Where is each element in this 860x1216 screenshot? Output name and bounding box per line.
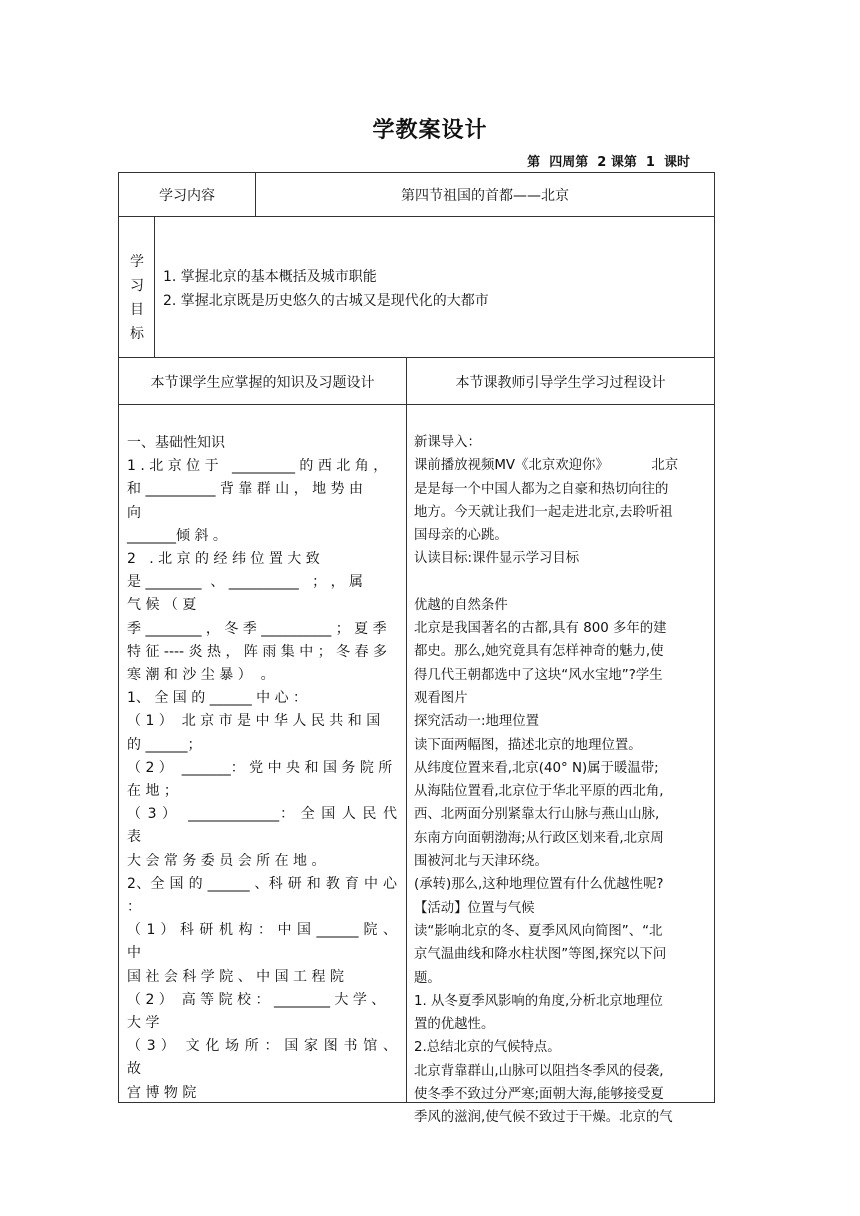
text-line: (承转)那么,这种地理位置有什么优越性呢? <box>414 877 664 893</box>
table-border-left <box>118 172 119 1103</box>
text-line: 从海陆位置看,北京位于华北平原的西北角, <box>414 784 664 800</box>
right-column-header: 本节课教师引导学生学习过程设计 <box>455 375 666 391</box>
text-line: 认读目标:课件显示学习目标 <box>414 551 580 567</box>
text-line: 1 . 北 京 位 于 _________ 的 西 北 角 ， <box>127 458 388 475</box>
text-line: 围被河北与天津环绕。 <box>414 854 548 870</box>
text-line: 宫 博 物 院 <box>127 1084 197 1101</box>
column-divider <box>406 357 407 1102</box>
text-line: 2、全 国 的 ______ 、科 研 和 教 育 中 心 ： <box>127 875 402 916</box>
text-line: （ 3 ） _____________： 全 国 人 民 代 表 <box>127 806 402 846</box>
column-divider <box>154 216 155 357</box>
text-line: （ 3 ） 文 化 场 所 ： 国 家 图 书 馆 、 故 <box>127 1038 402 1078</box>
text-line: 探究活动一:地理位置 <box>414 714 540 730</box>
text-line: 季 ________ ， 冬 季 __________ ； 夏 季 <box>127 620 387 637</box>
text-line: （ 2 ） 高 等 院 校 ： ________ 大 学 、 <box>127 991 386 1008</box>
blank-line <box>414 571 710 594</box>
left-column-header: 本节课学生应掌握的知识及习题设计 <box>150 375 375 391</box>
text-line: 和 __________ 背 靠 群 山 ， 地 势 由 <box>127 481 364 498</box>
text-line: 1、 全 国 的 ______ 中 心 ： <box>127 690 308 707</box>
text-line: 大 学 <box>127 1015 160 1032</box>
objective-item: 1. 掌握北京的基本概括及城市职能 <box>163 269 377 285</box>
text-line: 新课导入： <box>414 435 481 450</box>
text-line: 国 社 会 科 学 院 、 中 国 工 程 院 <box>127 968 344 985</box>
row-divider <box>118 216 715 217</box>
text-line: 从纬度位置来看,北京(40° N)属于暖温带; <box>414 760 659 776</box>
text-line: 读下面两幅图，描述北京的地理位置。 <box>414 737 642 753</box>
text-line: 北京背靠群山,山脉可以阻挡冬季风的侵袭, <box>414 1063 664 1079</box>
objectives-label-char: 目 <box>130 302 144 318</box>
text-line: 东南方向面朝渤海;从行政区划来看,北京周 <box>414 830 664 846</box>
text-line: （ 2 ） _______： 党 中 央 和 国 务 院 所 <box>127 759 393 776</box>
text-line: 读“影响北京的冬、夏季风风向简图”、“北 <box>414 923 663 939</box>
text-line: 置的优越性。 <box>414 1017 495 1033</box>
text-line: 2.总结北京的气候特点。 <box>414 1040 561 1056</box>
text-line: 北京是我国著名的古都,具有 800 多年的建 <box>414 621 667 637</box>
text-line: 【活动】位置与气候 <box>414 900 535 916</box>
text-line: 寒 潮 和 沙 尘 暴 ） 。 <box>127 667 275 684</box>
text-line: _______倾 斜 。 <box>127 527 227 544</box>
text-line: （ 1 ） 科 研 机 构 ： 中 国 ______ 院 、 中 <box>127 922 402 962</box>
objectives-label-char: 标 <box>130 326 144 342</box>
lesson-info: 第 四周第 2 课第 1 课时 <box>527 155 690 170</box>
text-line: 国母亲的心跳。 <box>414 528 508 544</box>
text-line: 在 地 ； <box>127 783 178 800</box>
text-line: 是 ________ 、 __________ ； ， 属 <box>127 574 364 591</box>
text-line: 1. 从冬夏季风影响的角度,分析北京地理位 <box>414 993 663 1009</box>
text-line: 得几代王朝都选中了这块“风水宝地”?学生 <box>414 667 663 683</box>
text-line: 都史。那么,她究竟具有怎样神奇的魅力,使 <box>414 644 664 660</box>
page-title: 学教案设计 <box>372 118 488 143</box>
text-line: 向 <box>127 504 141 521</box>
row-divider <box>118 404 715 405</box>
text-line: 观看图片 <box>414 690 468 706</box>
knowledge-exercise-section <box>127 432 402 1105</box>
objectives-label <box>120 250 154 346</box>
text-line: 是是每一个中国人都为之自豪和热切向往的 <box>414 481 669 497</box>
objective-item: 2. 掌握北京既是历史悠久的古城又是现代化的大都市 <box>163 293 489 309</box>
text-line: 京气温曲线和降水柱状图”等图,探究以下问 <box>414 947 667 963</box>
text-line: 大 会 常 务 委 员 会 所 在 地 。 <box>127 852 326 869</box>
objectives-label-char: 学 <box>130 254 144 270</box>
table-border-top <box>118 172 715 173</box>
text-line: 使冬季不致过分严寒;面朝大海,能够接受夏 <box>414 1087 664 1103</box>
teaching-process-section <box>414 431 710 1130</box>
content-value: 第四节祖国的首都——北京 <box>401 188 569 204</box>
objectives-label-char: 习 <box>130 278 144 294</box>
text-line: 2 . 北 京 的 经 纬 位 置 大 致 <box>127 551 320 568</box>
text-line: 地方。今天就让我们一起走进北京,去聆听祖 <box>414 504 673 520</box>
table-border-right <box>714 172 715 1103</box>
text-line: 课前播放视频MV《北京欢迎你》 北京 <box>414 458 679 474</box>
text-line: 的 ______； <box>127 736 202 753</box>
text-line: 题。 <box>414 970 441 986</box>
text-line: 一、基础性知识 <box>127 435 225 451</box>
text-line: 气 候 （ 夏 <box>127 597 197 614</box>
objectives-list <box>163 265 489 313</box>
text-line: （ 1 ） 北 京 市 是 中 华 人 民 共 和 国 <box>127 713 381 730</box>
text-line: 优越的自然条件 <box>414 597 508 613</box>
text-line: 季风的滋润,使气候不致过于干燥。北京的气 <box>414 1110 673 1126</box>
text-line: 特 征 ---- 炎 热 ， 阵 雨 集 中 ； 冬 春 多 <box>127 643 388 660</box>
content-label: 学习内容 <box>159 188 215 204</box>
text-line: 西、北两面分别紧靠太行山脉与燕山山脉, <box>414 807 660 823</box>
row-divider <box>118 357 715 358</box>
